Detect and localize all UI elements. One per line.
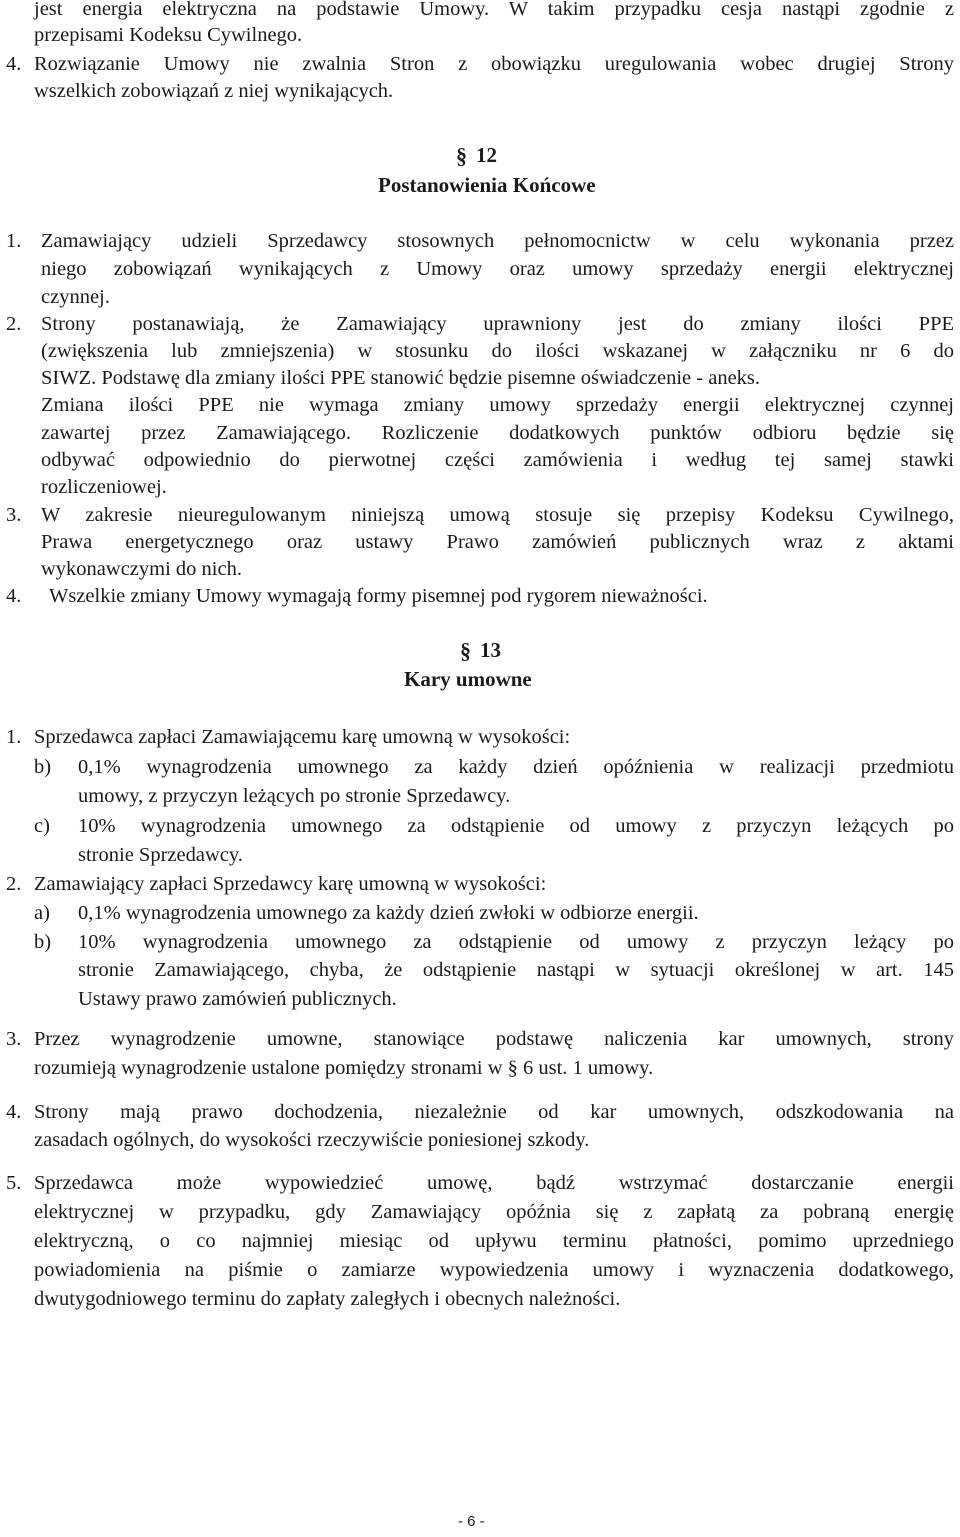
paragraph-line: 10% wynagrodzenia umownego za odstąpienie od umowy z przyczyn leżący po: [78, 931, 954, 953]
paragraph-line: zawartej przez Zamawiającego. Rozliczenie dodatkowych punktów odbioru będzie się: [41, 422, 954, 444]
list-number: 3.: [6, 1028, 22, 1050]
list-number: 5.: [6, 1172, 22, 1194]
paragraph-line: Wszelkie zmiany Umowy wymagają formy pisemnej pod rygorem nieważności.: [49, 585, 708, 607]
paragraph-line: Przez wynagrodzenie umowne, stanowiące podstawę naliczenia kar umownych, strony: [34, 1028, 954, 1050]
list-letter: b): [34, 931, 52, 953]
section-number: 12: [476, 143, 497, 167]
list-letter: a): [34, 902, 50, 924]
list-number: 4.: [6, 1101, 22, 1123]
paragraph-line: elektrycznej w przypadku, gdy Zamawiający opóźnia się z zapłatą za pobraną energię: [34, 1201, 954, 1223]
paragraph-line: Zamawiający zapłaci Sprzedawcy karę umowną w wysokości:: [34, 873, 547, 895]
paragraph-line: 10% wynagrodzenia umownego za odstąpienie od umowy z przyczyn leżących po: [78, 815, 954, 837]
paragraph-line: 0,1% wynagrodzenia umownego za każdy dzień zwłoki w odbiorze energii.: [78, 902, 699, 924]
paragraph-line: Zmiana ilości PPE nie wymaga zmiany umowy sprzedaży energii elektrycznej czynnej: [41, 394, 954, 416]
paragraph-line: jest energia elektryczna na podstawie Umowy. W takim przypadku cesja nastąpi zgodnie z: [34, 0, 954, 20]
paragraph-line: niego zobowiązań wynikających z Umowy oraz umowy sprzedaży energii elektrycznej: [41, 258, 954, 280]
paragraph-line: stronie Sprzedawcy.: [78, 844, 243, 866]
paragraph-line: rozumieją wynagrodzenie ustalone pomiędzy stronami w § 6 ust. 1 umowy.: [34, 1057, 654, 1079]
paragraph-line: Sprzedawca zapłaci Zamawiającemu karę umowną w wysokości:: [34, 726, 571, 748]
paragraph-line: 0,1% wynagrodzenia umownego za każdy dzień opóźnienia w realizacji przedmiotu: [78, 756, 954, 778]
list-letter: c): [34, 815, 50, 837]
paragraph-line: Prawa energetycznego oraz ustawy Prawo zamówień publicznych wraz z aktami: [41, 531, 954, 553]
paragraph-line: czynnej.: [41, 286, 110, 308]
section-symbol: §: [456, 143, 467, 168]
paragraph-line: wykonawczymi do nich.: [41, 558, 242, 580]
paragraph-line: Ustawy prawo zamówień publicznych.: [78, 988, 397, 1010]
list-letter: b): [34, 756, 52, 778]
section-number: 13: [480, 638, 501, 662]
list-number: 1.: [6, 726, 22, 748]
section-title: Postanowienia Końcowe: [378, 173, 596, 197]
list-number: 2.: [6, 873, 22, 895]
paragraph-line: zasadach ogólnych, do wysokości rzeczywiście poniesionej szkody.: [34, 1129, 590, 1151]
section-title: Kary umowne: [404, 667, 532, 691]
paragraph-line: dwutygodniowego terminu do zapłaty zaległych i obecnych należności.: [34, 1288, 621, 1310]
section-symbol: §: [460, 638, 471, 663]
paragraph-line: Strony mają prawo dochodzenia, niezależnie od kar umownych, odszkodowania na: [34, 1101, 954, 1123]
paragraph-line: Sprzedawca może wypowiedzieć umowę, bądź wstrzymać dostarczanie energii: [34, 1172, 954, 1194]
paragraph-line: SIWZ. Podstawę dla zmiany ilości PPE stanowić będzie pisemne oświadczenie - aneks.: [41, 367, 761, 389]
list-number: 4.: [6, 585, 22, 607]
list-number: 2.: [6, 313, 22, 335]
list-number: 4.: [6, 53, 22, 75]
paragraph-line: przepisami Kodeksu Cywilnego.: [34, 24, 303, 46]
list-number: 3.: [6, 504, 22, 526]
paragraph-line: odbywać odpowiednio do pierwotnej części zamówienia i według tej samej stawki: [41, 449, 954, 471]
paragraph-line: wszelkich zobowiązań z niej wynikających.: [34, 80, 394, 102]
paragraph-line: rozliczeniowej.: [41, 476, 167, 498]
paragraph-line: umowy, z przyczyn leżących po stronie Sprzedawcy.: [78, 785, 511, 807]
paragraph-line: Strony postanawiają, że Zamawiający uprawniony jest do zmiany ilości PPE: [41, 313, 954, 335]
paragraph-line: stronie Zamawiającego, chyba, że odstąpienie nastąpi w sytuacji określonej w art. 145: [78, 959, 954, 981]
paragraph-line: W zakresie nieuregulowanym niniejszą umową stosuje się przepisy Kodeksu Cywilnego,: [41, 504, 954, 526]
list-number: 1.: [6, 230, 22, 252]
paragraph-line: Zamawiający udzieli Sprzedawcy stosownych pełnomocnictw w celu wykonania przez: [41, 230, 954, 252]
paragraph-line: (zwiększenia lub zmniejszenia) w stosunku do ilości wskazanej w załączniku nr 6 do: [41, 340, 954, 362]
page-number: - 6 -: [458, 1513, 485, 1530]
paragraph-line: Rozwiązanie Umowy nie zwalnia Stron z obowiązku uregulowania wobec drugiej Strony: [34, 53, 954, 75]
paragraph-line: powiadomienia na piśmie o zamiarze wypowiedzenia umowy i wyznaczenia dodatkowego,: [34, 1259, 954, 1281]
paragraph-line: elektryczną, o co najmniej miesiąc od upływu terminu płatności, pomimo uprzedniego: [34, 1230, 954, 1252]
